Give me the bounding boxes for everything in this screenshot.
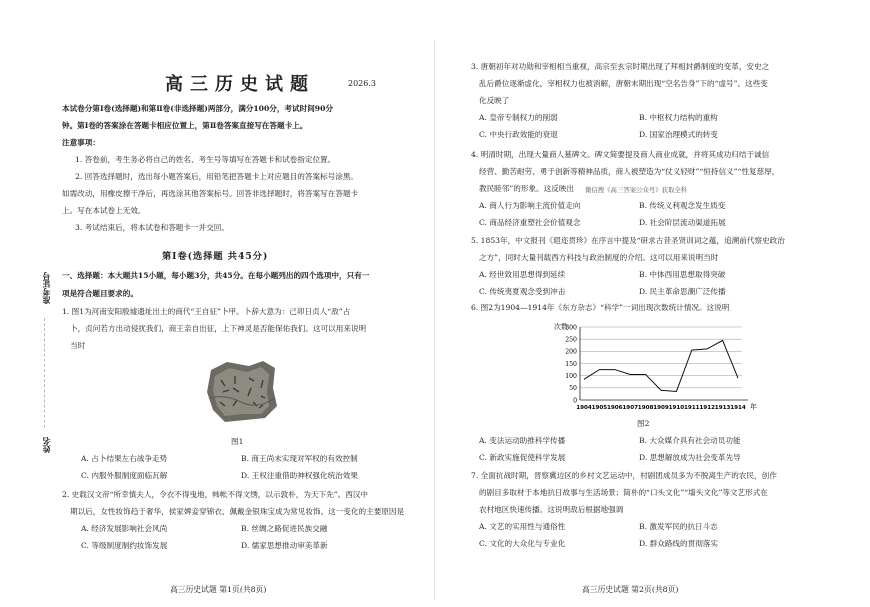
y-tick-label: 150 — [565, 360, 577, 368]
q5-stem-2: 之方”，同时大量刊载西方科技与政治制度的介绍。这可以用来说明当时 — [479, 253, 719, 262]
note-2: 2. 回答选择题时，选出每小题答案后，用铅笔把答题卡上对应题目的答案标号涂黑。 — [75, 172, 359, 181]
q4-stem-1: 4. 明清时期，出现大量商人墓碑文。碑文简要提及商人商业成就，并将其成功归结于诚信 — [471, 150, 770, 159]
x-tick-label: 1908 — [637, 405, 654, 411]
right-page — [435, 0, 870, 607]
note-2-end: 上。写在本试卷上无效。 — [62, 206, 146, 215]
q1-option-c: C. 内服外服制度面临瓦解 — [81, 471, 168, 480]
q5-option-c: C. 传统夷夏观念受到冲击 — [479, 287, 566, 296]
y-tick-label: 250 — [565, 336, 577, 344]
oracle-bone-image — [205, 358, 279, 424]
line-chart-fig2 — [550, 318, 765, 418]
q6-option-b: B. 大众媒介具有社会动员功能 — [639, 436, 741, 445]
x-tick-label: 1910 — [668, 405, 685, 411]
q4-stem-3: 教民睦邻”的形象。这反映出 — [479, 184, 575, 193]
side-exam-number-label: 准考证号 — [41, 272, 51, 304]
q2-option-a: A. 经济发展影响社会风尚 — [81, 524, 168, 533]
x-tick-label: 1912 — [699, 405, 715, 411]
q3-option-b: B. 中枢权力结构的重构 — [639, 113, 718, 122]
figure-1-caption: 图1 — [231, 437, 244, 446]
binding-line — [44, 318, 45, 428]
notes-title: 注意事项： — [62, 138, 100, 147]
x-tick-label: 1914 — [730, 405, 746, 411]
note-1: 1. 答卷前，考生务必将自己的姓名、考生号等填写在答题卡和试卷指定位置。 — [75, 155, 336, 164]
q5-stem-1: 5. 1853年，中文报刊《遐迩贯珍》在序言中提及“研求古昔圣贤训词之蕴，追溯前代察史政治 — [471, 236, 785, 245]
x-tick-label: 1913 — [714, 405, 731, 411]
q5-option-a: A. 经世致用思想得到延续 — [479, 270, 566, 279]
x-tick-label: 1909 — [653, 405, 669, 411]
side-name-label: 姓名 — [41, 437, 51, 453]
chart-grid — [580, 327, 742, 388]
chart-x-ticks — [576, 405, 746, 411]
x-tick-label: 1905 — [591, 405, 608, 411]
chart-y-ticks — [565, 324, 577, 404]
q3-option-d: D. 国家治理模式的转变 — [639, 130, 718, 139]
right-footer: 高三历史试题 第2页(共8页) — [582, 585, 679, 594]
y-tick-label: 200 — [565, 348, 577, 356]
chart-x-axis-label: 年 — [750, 403, 757, 411]
figure-2-caption: 图2 — [637, 419, 650, 428]
part-one-instruction: 一、选择题：本大题共15小题，每小题3分，共45分。在每小题列出的四个选项中，只有一 — [62, 271, 370, 280]
q1-stem-3: 当时 — [70, 341, 86, 350]
q3-stem-1: 3. 唐朝初年对功勋和宰相相当重视，高宗至玄宗时期出现了拜相封爵制度的变革，安史之 — [471, 62, 770, 71]
q6-option-c: C. 新政实施促使科学发展 — [479, 453, 566, 462]
q3-option-c: C. 中央行政效能的衰退 — [479, 130, 558, 139]
q7-option-d: D. 群众路线的贯彻落实 — [639, 539, 718, 548]
chart-y-axis-label: 次数 — [554, 323, 568, 331]
q4-watermark: 微信搜《高三答案公众号》获取全科 — [585, 186, 688, 194]
q1-option-b: B. 商王尚未实现对军权的有效控制 — [241, 454, 358, 463]
q7-stem-2: 的剧目多取材于本地抗日故事与生活场景；简朴的“口头文化”“墙头文化”等文艺形式在 — [479, 488, 768, 497]
q3-option-a: A. 皇帝专制权力的削弱 — [479, 113, 558, 122]
q1-option-d: D. 王权注重借助神权强化统治效果 — [241, 471, 358, 480]
intro-line-2: 钟。第Ⅰ卷的答案涂在答题卡相应位置上，第Ⅱ卷答案直接写在答题卡上。 — [62, 121, 308, 130]
x-tick-label: 1904 — [576, 405, 592, 411]
q5-option-b: B. 中体西用思想取得突破 — [639, 270, 726, 279]
note-3: 3. 考试结束后，将本试卷和答题卡一并交回。 — [75, 223, 229, 232]
q3-stem-3: 化反映了 — [479, 96, 510, 105]
y-tick-label: 300 — [565, 324, 577, 332]
q4-option-b: B. 传统义利观念发生质变 — [639, 201, 726, 210]
q4-option-a: A. 商人行为影响主流价值走向 — [479, 201, 581, 210]
q2-stem-1: 2. 史载汉文帝“所幸慎夫人，令衣不得曳地，帏帐不得文绣，以示敦朴，为天下先”。西汉中 — [62, 490, 368, 499]
q5-option-d: D. 民主革命思潮广泛传播 — [639, 287, 726, 296]
page-title: 高三历史试题 — [165, 74, 315, 95]
q1-option-a: A. 占卜结果左右战争走势 — [81, 454, 168, 463]
left-footer: 高三历史试题 第1页(共8页) — [170, 585, 267, 594]
q1-stem-1: 1. 图1为河南安阳殷墟遗址出土的商代“王自征”卜甲。卜辞大意为：己卯日贞人“敌”占 — [62, 307, 351, 316]
q6-stem: 6. 图2为1904—1914年《东方杂志》“科学”一词出现次数统计情况。这说明 — [471, 303, 730, 312]
q7-stem-1: 7. 全面抗战时期，晋察冀边区的乡村文艺运动中，村剧团成员多为不脱离生产的农民，创作 — [471, 471, 777, 480]
q4-stem-2: 经营、勤苦耐劳、勇于创新等精神品质，商人被塑造为“仗义轻财”“恒持信义”“性复慈厚， — [479, 167, 780, 176]
q3-stem-2: 乱后爵位逐渐虚化，宰相权力也被消解，唐朝末期出现“空名告身”下的“虚号”。这些变 — [479, 79, 768, 88]
q6-option-d: D. 思想解放成为社会变革先导 — [639, 453, 741, 462]
intro-line-1: 本试卷分第Ⅰ卷(选择题)和第Ⅱ卷(非选择题)两部分，满分100分，考试时间90分 — [62, 104, 333, 113]
y-tick-label: 100 — [565, 372, 577, 380]
part-one-instruction-cont: 项是符合题目要求的。 — [62, 289, 138, 298]
y-tick-label: 50 — [569, 385, 577, 393]
q6-option-a: A. 变法运动助推科学传播 — [479, 436, 566, 445]
y-tick-label: 0 — [573, 397, 577, 405]
q7-option-c: C. 文化的大众化与专业化 — [479, 539, 566, 548]
q2-option-d: D. 儒家思想推动审美革新 — [241, 541, 328, 550]
q2-option-b: B. 丝绸之路促进民族交融 — [241, 524, 328, 533]
exam-date: 2026.3 — [348, 79, 376, 88]
q7-option-b: B. 激发军民的抗日斗志 — [639, 522, 718, 531]
q4-option-d: D. 社会阶层流动渠道拓展 — [639, 218, 726, 227]
q2-stem-2: 期以后，女性妆饰趋于奢华，侯家婢妾穿锦衣、佩戴金银珠宝成为常见妆饰。这一变化的主要原因是 — [70, 507, 405, 516]
section-title: 第Ⅰ卷(选择题 共45分) — [162, 251, 269, 262]
q7-stem-3: 农村地区快速传播。这说明敌后根据地强调 — [479, 505, 624, 514]
q7-option-a: A. 文艺的实用性与通俗性 — [479, 522, 566, 531]
chart-series-line — [584, 340, 738, 391]
q2-option-c: C. 等级制度制约妆饰发展 — [81, 541, 168, 550]
note-2-cont: 如需改动，用橡皮擦干净后，再选涂其他答案标号。回答非选择题时，将答案写在答题卡 — [62, 189, 359, 198]
q1-stem-2: 卜，贞问若方出动侵扰我们，商王亲自出征，上下神灵是否能保佑我们。这可以用来说明 — [70, 324, 367, 333]
x-tick-label: 1906 — [607, 405, 623, 411]
q4-option-c: C. 商品经济重塑社会价值观念 — [479, 218, 581, 227]
x-tick-label: 1907 — [622, 405, 638, 411]
x-tick-label: 1911 — [684, 405, 700, 411]
